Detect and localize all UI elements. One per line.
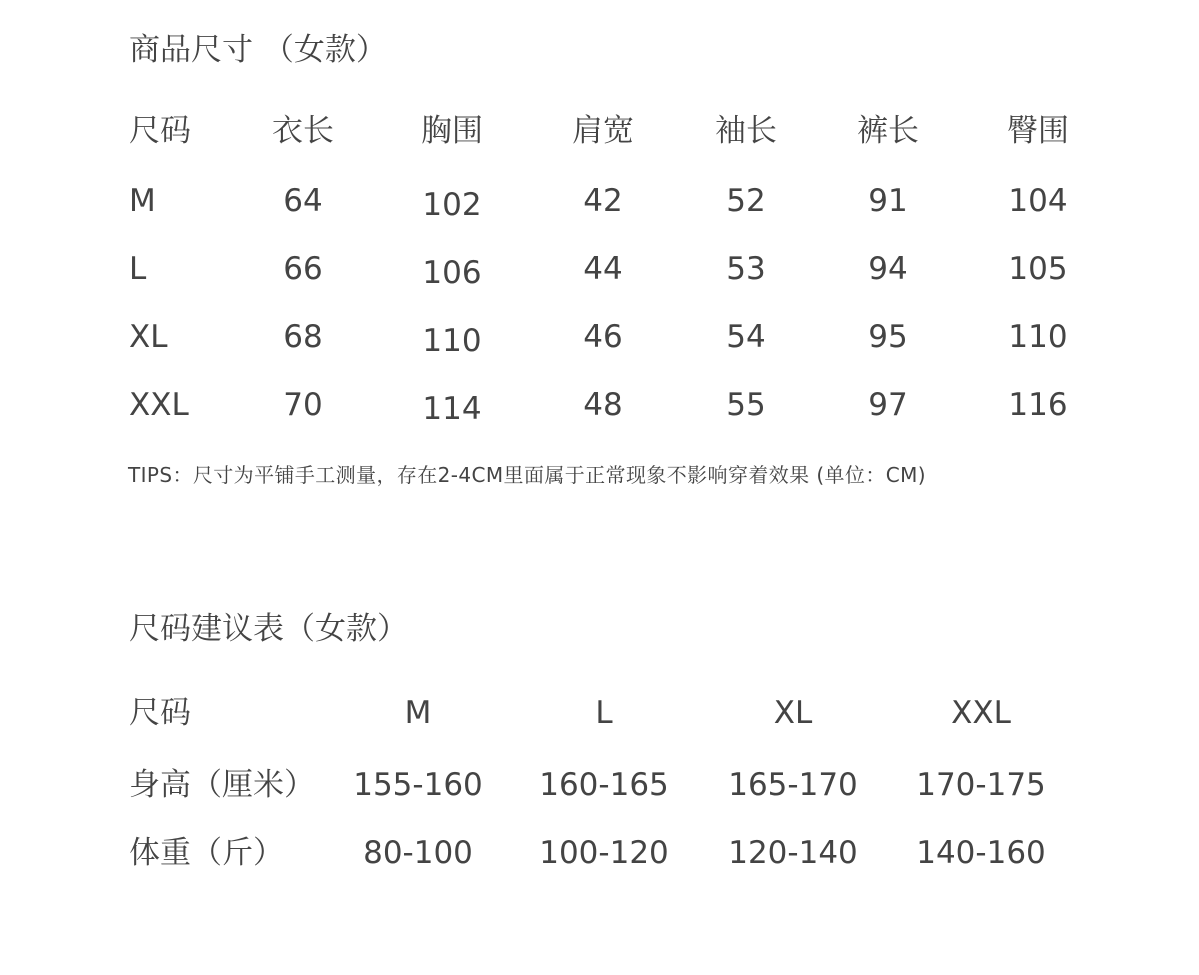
suggest-value-cell: 100-120: [539, 835, 669, 871]
suggest-header-cell: XL: [773, 695, 813, 731]
suggest-value-cell: 160-165: [539, 767, 669, 803]
size-value-cell: 46: [583, 319, 623, 355]
suggest-header-cell: L: [595, 695, 613, 731]
size-tips: TIPS：尺寸为平铺手工测量，存在2-4CM里面属于正常现象不影响穿着效果 (单位：CM): [128, 463, 926, 487]
suggest-table-title: 尺码建议表（女款）: [129, 611, 408, 647]
size-header-cell: 胸围: [421, 113, 483, 149]
size-value-cell: 110: [1008, 319, 1068, 355]
suggest-value-cell: 120-140: [728, 835, 858, 871]
size-header-cell: 衣长: [272, 113, 334, 149]
suggest-label-cell: 身高（厘米）: [129, 767, 315, 803]
suggest-header-cell: 尺码: [129, 695, 191, 731]
size-value-cell: 53: [726, 251, 766, 287]
size-value-cell: 114: [422, 391, 482, 427]
size-value-cell: 55: [726, 387, 766, 423]
size-value-cell: 116: [1008, 387, 1068, 423]
size-value-cell: 70: [283, 387, 323, 423]
size-value-cell: 52: [726, 183, 766, 219]
size-label-cell: XXL: [129, 387, 189, 423]
size-header-cell: 裤长: [857, 113, 919, 149]
suggest-value-cell: 170-175: [916, 767, 1046, 803]
size-value-cell: 54: [726, 319, 766, 355]
size-value-cell: 102: [422, 187, 482, 223]
size-value-cell: 42: [583, 183, 623, 219]
size-header-cell: 臀围: [1007, 113, 1069, 149]
size-value-cell: 104: [1008, 183, 1068, 219]
size-value-cell: 66: [283, 251, 323, 287]
size-header-cell: 尺码: [129, 113, 191, 149]
size-value-cell: 91: [868, 183, 908, 219]
size-label-cell: L: [129, 251, 147, 287]
size-value-cell: 97: [868, 387, 908, 423]
size-label-cell: M: [129, 183, 156, 219]
suggest-value-cell: 155-160: [353, 767, 483, 803]
size-label-cell: XL: [129, 319, 168, 355]
suggest-label-cell: 体重（斤）: [129, 835, 284, 871]
size-value-cell: 95: [868, 319, 908, 355]
size-value-cell: 64: [283, 183, 323, 219]
suggest-header-cell: M: [404, 695, 432, 731]
size-value-cell: 44: [583, 251, 623, 287]
suggest-value-cell: 140-160: [916, 835, 1046, 871]
size-table-title: 商品尺寸 （女款）: [129, 32, 387, 68]
size-value-cell: 110: [422, 323, 482, 359]
size-value-cell: 48: [583, 387, 623, 423]
size-header-cell: 袖长: [715, 113, 777, 149]
suggest-header-cell: XXL: [951, 695, 1011, 731]
size-header-cell: 肩宽: [572, 113, 634, 149]
size-value-cell: 105: [1008, 251, 1068, 287]
size-value-cell: 94: [868, 251, 908, 287]
suggest-value-cell: 80-100: [363, 835, 473, 871]
suggest-value-cell: 165-170: [728, 767, 858, 803]
size-value-cell: 68: [283, 319, 323, 355]
size-value-cell: 106: [422, 255, 482, 291]
